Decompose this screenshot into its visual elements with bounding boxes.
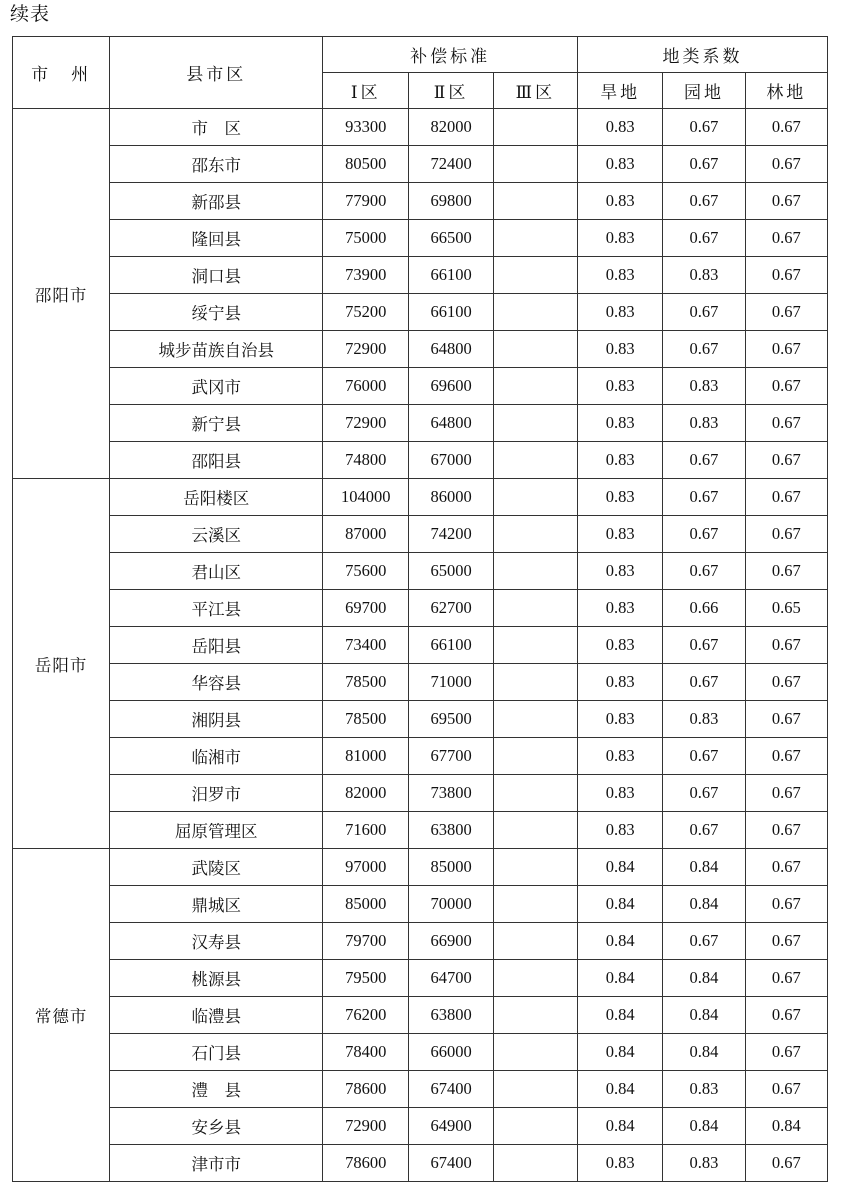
table-row (13, 516, 828, 553)
forest-land-coef: 0.67 (745, 479, 827, 516)
header-coef-group: 地类系数 (578, 37, 828, 73)
forest-land-coef: 0.67 (745, 183, 827, 220)
garden-land-coef: 0.67 (663, 923, 745, 960)
table-row (13, 775, 828, 812)
zone-1-value: 72900 (323, 1108, 409, 1145)
zone-1-value: 73400 (323, 627, 409, 664)
zone-1-value: 78600 (323, 1071, 409, 1108)
county-cell: 澧 县 (110, 1071, 323, 1108)
county-cell: 平江县 (110, 590, 323, 627)
dry-land-coef: 0.83 (578, 812, 663, 849)
forest-land-coef: 0.67 (745, 368, 827, 405)
dry-land-coef: 0.83 (578, 257, 663, 294)
table-row (13, 553, 828, 590)
compensation-table (12, 36, 828, 1182)
page-title: 续表 (10, 3, 51, 25)
garden-land-coef: 0.67 (663, 553, 745, 590)
dry-land-coef: 0.83 (578, 775, 663, 812)
dry-land-coef: 0.84 (578, 1071, 663, 1108)
zone-3-value (493, 183, 577, 220)
zone-2-value: 64900 (409, 1108, 493, 1145)
zone-2-value: 86000 (409, 479, 493, 516)
zone-3-value (493, 849, 577, 886)
zone-1-value: 74800 (323, 442, 409, 479)
zone-1-value: 78400 (323, 1034, 409, 1071)
zone-1-value: 87000 (323, 516, 409, 553)
forest-land-coef: 0.84 (745, 1108, 827, 1145)
table-row (13, 220, 828, 257)
zone-2-value: 66900 (409, 923, 493, 960)
table-header (13, 37, 828, 109)
zone-2-value: 67700 (409, 738, 493, 775)
zone-3-value (493, 886, 577, 923)
garden-land-coef: 0.67 (663, 738, 745, 775)
zone-3-value (493, 220, 577, 257)
zone-3-value (493, 331, 577, 368)
forest-land-coef: 0.65 (745, 590, 827, 627)
garden-land-coef: 0.84 (663, 1034, 745, 1071)
table-row (13, 442, 828, 479)
forest-land-coef: 0.67 (745, 331, 827, 368)
header-garden-land: 园地 (663, 73, 745, 109)
zone-2-value: 63800 (409, 997, 493, 1034)
garden-land-coef: 0.84 (663, 849, 745, 886)
zone-1-value: 85000 (323, 886, 409, 923)
garden-land-coef: 0.84 (663, 1108, 745, 1145)
table-row (13, 664, 828, 701)
forest-land-coef: 0.67 (745, 738, 827, 775)
dry-land-coef: 0.83 (578, 701, 663, 738)
county-cell: 城步苗族自治县 (110, 331, 323, 368)
county-cell: 岳阳楼区 (110, 479, 323, 516)
county-cell: 汨罗市 (110, 775, 323, 812)
zone-3-value (493, 442, 577, 479)
forest-land-coef: 0.67 (745, 775, 827, 812)
city-cell: 岳阳市 (13, 479, 110, 849)
forest-land-coef: 0.67 (745, 109, 827, 146)
zone-3-value (493, 627, 577, 664)
forest-land-coef: 0.67 (745, 849, 827, 886)
garden-land-coef: 0.67 (663, 294, 745, 331)
dry-land-coef: 0.83 (578, 479, 663, 516)
forest-land-coef: 0.67 (745, 960, 827, 997)
county-cell: 石门县 (110, 1034, 323, 1071)
zone-3-value (493, 146, 577, 183)
forest-land-coef: 0.67 (745, 294, 827, 331)
county-cell: 云溪区 (110, 516, 323, 553)
garden-land-coef: 0.83 (663, 405, 745, 442)
dry-land-coef: 0.83 (578, 627, 663, 664)
zone-3-value (493, 701, 577, 738)
table-row (13, 331, 828, 368)
zone-1-value: 76000 (323, 368, 409, 405)
zone-2-value: 69800 (409, 183, 493, 220)
dry-land-coef: 0.84 (578, 849, 663, 886)
garden-land-coef: 0.67 (663, 442, 745, 479)
dry-land-coef: 0.83 (578, 1145, 663, 1182)
table-body (13, 109, 828, 1182)
forest-land-coef: 0.67 (745, 1034, 827, 1071)
zone-1-value: 80500 (323, 146, 409, 183)
zone-1-value: 72900 (323, 331, 409, 368)
forest-land-coef: 0.67 (745, 664, 827, 701)
zone-2-value: 65000 (409, 553, 493, 590)
county-cell: 新宁县 (110, 405, 323, 442)
zone-1-value: 104000 (323, 479, 409, 516)
table-row (13, 109, 828, 146)
forest-land-coef: 0.67 (745, 146, 827, 183)
table-row (13, 590, 828, 627)
garden-land-coef: 0.83 (663, 368, 745, 405)
dry-land-coef: 0.83 (578, 220, 663, 257)
zone-2-value: 66500 (409, 220, 493, 257)
dry-land-coef: 0.84 (578, 1034, 663, 1071)
table-row (13, 368, 828, 405)
forest-land-coef: 0.67 (745, 997, 827, 1034)
zone-3-value (493, 405, 577, 442)
table-row (13, 960, 828, 997)
dry-land-coef: 0.83 (578, 331, 663, 368)
county-cell: 桃源县 (110, 960, 323, 997)
forest-land-coef: 0.67 (745, 257, 827, 294)
county-cell: 屈原管理区 (110, 812, 323, 849)
zone-1-value: 77900 (323, 183, 409, 220)
garden-land-coef: 0.67 (663, 183, 745, 220)
garden-land-coef: 0.66 (663, 590, 745, 627)
zone-2-value: 71000 (409, 664, 493, 701)
header-forest-land: 林地 (745, 73, 827, 109)
garden-land-coef: 0.83 (663, 257, 745, 294)
county-cell: 隆回县 (110, 220, 323, 257)
zone-3-value (493, 960, 577, 997)
table-row (13, 627, 828, 664)
table-row (13, 479, 828, 516)
zone-2-value: 85000 (409, 849, 493, 886)
garden-land-coef: 0.67 (663, 516, 745, 553)
zone-2-value: 66100 (409, 627, 493, 664)
dry-land-coef: 0.84 (578, 960, 663, 997)
zone-3-value (493, 1145, 577, 1182)
city-cell: 常德市 (13, 849, 110, 1182)
zone-2-value: 72400 (409, 146, 493, 183)
zone-3-value (493, 590, 577, 627)
zone-2-value: 69600 (409, 368, 493, 405)
county-cell: 临湘市 (110, 738, 323, 775)
table-row (13, 997, 828, 1034)
county-cell: 君山区 (110, 553, 323, 590)
garden-land-coef: 0.67 (663, 331, 745, 368)
dry-land-coef: 0.83 (578, 590, 663, 627)
zone-3-value (493, 516, 577, 553)
garden-land-coef: 0.83 (663, 701, 745, 738)
table-row (13, 923, 828, 960)
zone-1-value: 73900 (323, 257, 409, 294)
zone-2-value: 66000 (409, 1034, 493, 1071)
zone-2-value: 74200 (409, 516, 493, 553)
zone-1-value: 75200 (323, 294, 409, 331)
county-cell: 安乡县 (110, 1108, 323, 1145)
county-cell: 市 区 (110, 109, 323, 146)
zone-3-value (493, 1071, 577, 1108)
dry-land-coef: 0.83 (578, 368, 663, 405)
garden-land-coef: 0.67 (663, 109, 745, 146)
header-row-top (13, 37, 828, 73)
forest-land-coef: 0.67 (745, 701, 827, 738)
zone-2-value: 66100 (409, 294, 493, 331)
dry-land-coef: 0.84 (578, 923, 663, 960)
forest-land-coef: 0.67 (745, 1145, 827, 1182)
county-cell: 华容县 (110, 664, 323, 701)
garden-land-coef: 0.67 (663, 664, 745, 701)
zone-2-value: 69500 (409, 701, 493, 738)
county-cell: 鼎城区 (110, 886, 323, 923)
county-cell: 新邵县 (110, 183, 323, 220)
garden-land-coef: 0.67 (663, 479, 745, 516)
zone-3-value (493, 812, 577, 849)
table-row (13, 812, 828, 849)
zone-3-value (493, 257, 577, 294)
garden-land-coef: 0.84 (663, 960, 745, 997)
dry-land-coef: 0.83 (578, 664, 663, 701)
zone-3-value (493, 479, 577, 516)
header-county: 县市区 (110, 37, 323, 109)
table-row (13, 294, 828, 331)
forest-land-coef: 0.67 (745, 553, 827, 590)
zone-1-value: 75000 (323, 220, 409, 257)
dry-land-coef: 0.83 (578, 183, 663, 220)
garden-land-coef: 0.67 (663, 627, 745, 664)
county-cell: 邵阳县 (110, 442, 323, 479)
zone-1-value: 78500 (323, 664, 409, 701)
garden-land-coef: 0.67 (663, 812, 745, 849)
header-zone-2: Ⅱ区 (409, 73, 493, 109)
table-row (13, 1034, 828, 1071)
forest-land-coef: 0.67 (745, 442, 827, 479)
county-cell: 洞口县 (110, 257, 323, 294)
county-cell: 湘阴县 (110, 701, 323, 738)
forest-land-coef: 0.67 (745, 220, 827, 257)
forest-land-coef: 0.67 (745, 812, 827, 849)
county-cell: 津市市 (110, 1145, 323, 1182)
table-row (13, 1108, 828, 1145)
city-cell: 邵阳市 (13, 109, 110, 479)
zone-3-value (493, 294, 577, 331)
zone-1-value: 72900 (323, 405, 409, 442)
garden-land-coef: 0.83 (663, 1071, 745, 1108)
zone-2-value: 67400 (409, 1145, 493, 1182)
garden-land-coef: 0.67 (663, 220, 745, 257)
zone-2-value: 63800 (409, 812, 493, 849)
zone-2-value: 70000 (409, 886, 493, 923)
zone-3-value (493, 997, 577, 1034)
zone-2-value: 67000 (409, 442, 493, 479)
zone-2-value: 82000 (409, 109, 493, 146)
county-cell: 武陵区 (110, 849, 323, 886)
table-row (13, 183, 828, 220)
zone-3-value (493, 923, 577, 960)
zone-1-value: 78500 (323, 701, 409, 738)
zone-3-value (493, 553, 577, 590)
zone-1-value: 71600 (323, 812, 409, 849)
zone-1-value: 79500 (323, 960, 409, 997)
county-cell: 绥宁县 (110, 294, 323, 331)
zone-2-value: 66100 (409, 257, 493, 294)
dry-land-coef: 0.83 (578, 516, 663, 553)
county-cell: 岳阳县 (110, 627, 323, 664)
zone-3-value (493, 664, 577, 701)
county-cell: 汉寿县 (110, 923, 323, 960)
zone-1-value: 76200 (323, 997, 409, 1034)
garden-land-coef: 0.67 (663, 775, 745, 812)
zone-1-value: 93300 (323, 109, 409, 146)
table-row (13, 849, 828, 886)
dry-land-coef: 0.83 (578, 405, 663, 442)
zone-3-value (493, 1108, 577, 1145)
zone-1-value: 75600 (323, 553, 409, 590)
header-zone-1: Ⅰ区 (323, 73, 409, 109)
zone-2-value: 64800 (409, 405, 493, 442)
garden-land-coef: 0.83 (663, 1145, 745, 1182)
table-row (13, 886, 828, 923)
dry-land-coef: 0.83 (578, 294, 663, 331)
garden-land-coef: 0.84 (663, 997, 745, 1034)
forest-land-coef: 0.67 (745, 1071, 827, 1108)
dry-land-coef: 0.83 (578, 109, 663, 146)
forest-land-coef: 0.67 (745, 405, 827, 442)
zone-1-value: 81000 (323, 738, 409, 775)
dry-land-coef: 0.84 (578, 886, 663, 923)
header-dry-land: 旱地 (578, 73, 663, 109)
table-row (13, 1145, 828, 1182)
forest-land-coef: 0.67 (745, 627, 827, 664)
table-row (13, 257, 828, 294)
zone-1-value: 79700 (323, 923, 409, 960)
county-cell: 邵东市 (110, 146, 323, 183)
zone-3-value (493, 738, 577, 775)
zone-2-value: 62700 (409, 590, 493, 627)
header-standard-group: 补偿标准 (323, 37, 578, 73)
dry-land-coef: 0.84 (578, 1108, 663, 1145)
zone-1-value: 69700 (323, 590, 409, 627)
header-city: 市 州 (13, 37, 110, 109)
header-zone-3: Ⅲ区 (493, 73, 577, 109)
dry-land-coef: 0.83 (578, 738, 663, 775)
table-row (13, 405, 828, 442)
table-row (13, 146, 828, 183)
zone-3-value (493, 1034, 577, 1071)
dry-land-coef: 0.83 (578, 146, 663, 183)
table-row (13, 738, 828, 775)
zone-3-value (493, 775, 577, 812)
county-cell: 临澧县 (110, 997, 323, 1034)
forest-land-coef: 0.67 (745, 886, 827, 923)
county-cell: 武冈市 (110, 368, 323, 405)
zone-1-value: 97000 (323, 849, 409, 886)
zone-3-value (493, 368, 577, 405)
forest-land-coef: 0.67 (745, 516, 827, 553)
garden-land-coef: 0.84 (663, 886, 745, 923)
table-row (13, 701, 828, 738)
table-row (13, 1071, 828, 1108)
zone-2-value: 64800 (409, 331, 493, 368)
zone-2-value: 73800 (409, 775, 493, 812)
forest-land-coef: 0.67 (745, 923, 827, 960)
zone-1-value: 82000 (323, 775, 409, 812)
dry-land-coef: 0.84 (578, 997, 663, 1034)
dry-land-coef: 0.83 (578, 553, 663, 590)
zone-2-value: 67400 (409, 1071, 493, 1108)
dry-land-coef: 0.83 (578, 442, 663, 479)
zone-1-value: 78600 (323, 1145, 409, 1182)
garden-land-coef: 0.67 (663, 146, 745, 183)
zone-2-value: 64700 (409, 960, 493, 997)
zone-3-value (493, 109, 577, 146)
